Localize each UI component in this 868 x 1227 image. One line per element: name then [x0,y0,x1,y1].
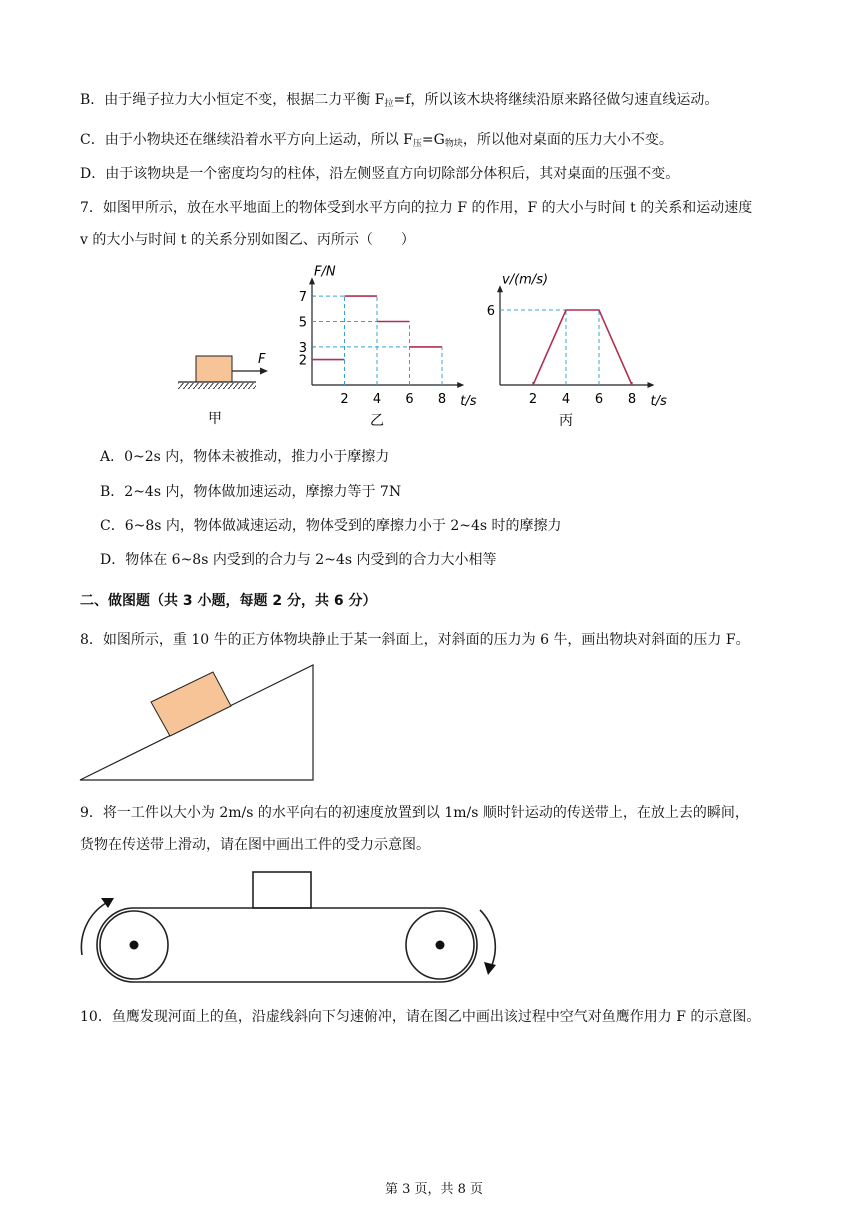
q9-stem-line2: 货物在传送带上滑动，请在图中画出工件的受力示意图。 [80,837,430,853]
x-tick-label: 2 [340,392,349,407]
x-tick-label: 4 [561,392,571,407]
figure-jia-caption: 甲 [208,411,222,427]
section2-title: 二、做图题（共 3 小题，每题 2 分，共 6 分） [80,593,377,609]
force-arrowhead [260,368,268,375]
q7-option-a: A．0~2s 内，物体未被推动，推力小于摩擦力 [100,449,390,465]
page-footer: 第 3 页，共 8 页 [384,1182,484,1197]
x-tick-label: 8 [437,392,447,407]
chart-bing [480,265,670,435]
right-roller-axle [436,941,445,950]
incline-block [151,672,231,736]
right-rotation-arrow [480,910,495,965]
q8-stem: 8．如图所示，重 10 牛的正方体物块静止于某一斜面上，对斜面的压力为 6 牛，画出物块对斜面的压力 F。 [80,632,750,648]
chart-yi [290,265,480,435]
jia-block [196,356,232,382]
figure-incline [70,660,330,790]
right-rotation-arrowhead [484,962,496,975]
conveyor-workpiece [253,872,311,908]
q7-option-c: C．6~8s 内，物体做减速运动，物体受到的摩擦力小于 2~4s 时的摩擦力 [100,518,562,534]
x-axis-label: t/s [460,394,477,409]
y-tick-label: 7 [298,290,307,306]
y-tick-label: 6 [486,304,495,319]
left-rotation-arrowhead [101,898,114,908]
jia-ground-hatch [178,383,256,389]
q7-option-d: D．物体在 6~8s 内受到的合力与 2~4s 内受到的合力大小相等 [100,552,497,568]
force-label: F [258,352,266,367]
figure-conveyor [70,865,510,995]
y-tick-label: 3 [298,340,307,356]
q6-option-c: C．由于小物块还在继续沿着水平方向上运动，所以 $F_压=G_{物块}$，所以他对桌面的压力大小不变。 [80,132,673,149]
q7-option-b: B．2~4s 内，物体做加速运动，摩擦力等于 7N [100,484,402,500]
chart-caption: 乙 [370,413,384,429]
q9-stem-line1: 9．将一工件以大小为 2m/s 的水平向右的初速度放置到以 1m/s 顺时针运动的传送带上，在放上去的瞬间， [80,805,749,821]
q10-stem: 10．鱼鹰发现河面上的鱼，沿虚线斜向下匀速俯冲，请在图乙中画出该过程中空气对鱼鹰作用力 F 的示意图。 [80,1009,761,1025]
q6-option-b: B．由于绳子拉力大小恒定不变，根据二力平衡 $F_拉=f$，所以该木块将继续沿原来路径做匀速直线运动。 [80,92,719,109]
x-tick-label: 4 [372,392,382,407]
x-tick-label: 8 [627,392,637,407]
y-axis-label: v/(m/s) [502,272,549,288]
x-tick-label: 6 [594,392,604,407]
figure-jia [170,345,280,430]
x-tick-label: 6 [405,392,414,407]
x-axis-arrow [457,382,464,388]
x-tick-label: 2 [528,392,538,407]
q6-option-d: D．由于该物块是一个密度均匀的柱体，沿左侧竖直方向切除部分体积后，其对桌面的压强不变。 [80,166,680,182]
q7-stem-line1: 7．如图甲所示，放在水平地面上的物体受到水平方向的拉力 F 的作用，F 的大小与时间 t 的关系和运动速度 [80,200,753,216]
y-tick-label: 2 [298,353,307,369]
q7-stem-line2: v 的大小与时间 t 的关系分别如图乙、丙所示（ ） [80,232,415,248]
x-axis-label: t/s [650,394,667,409]
x-axis-arrow [648,382,655,388]
y-tick-label: 5 [298,315,307,331]
velocity-line [533,310,632,385]
y-axis-label: F/N [314,265,336,280]
chart-caption: 丙 [559,413,573,429]
left-roller-axle [130,941,139,950]
